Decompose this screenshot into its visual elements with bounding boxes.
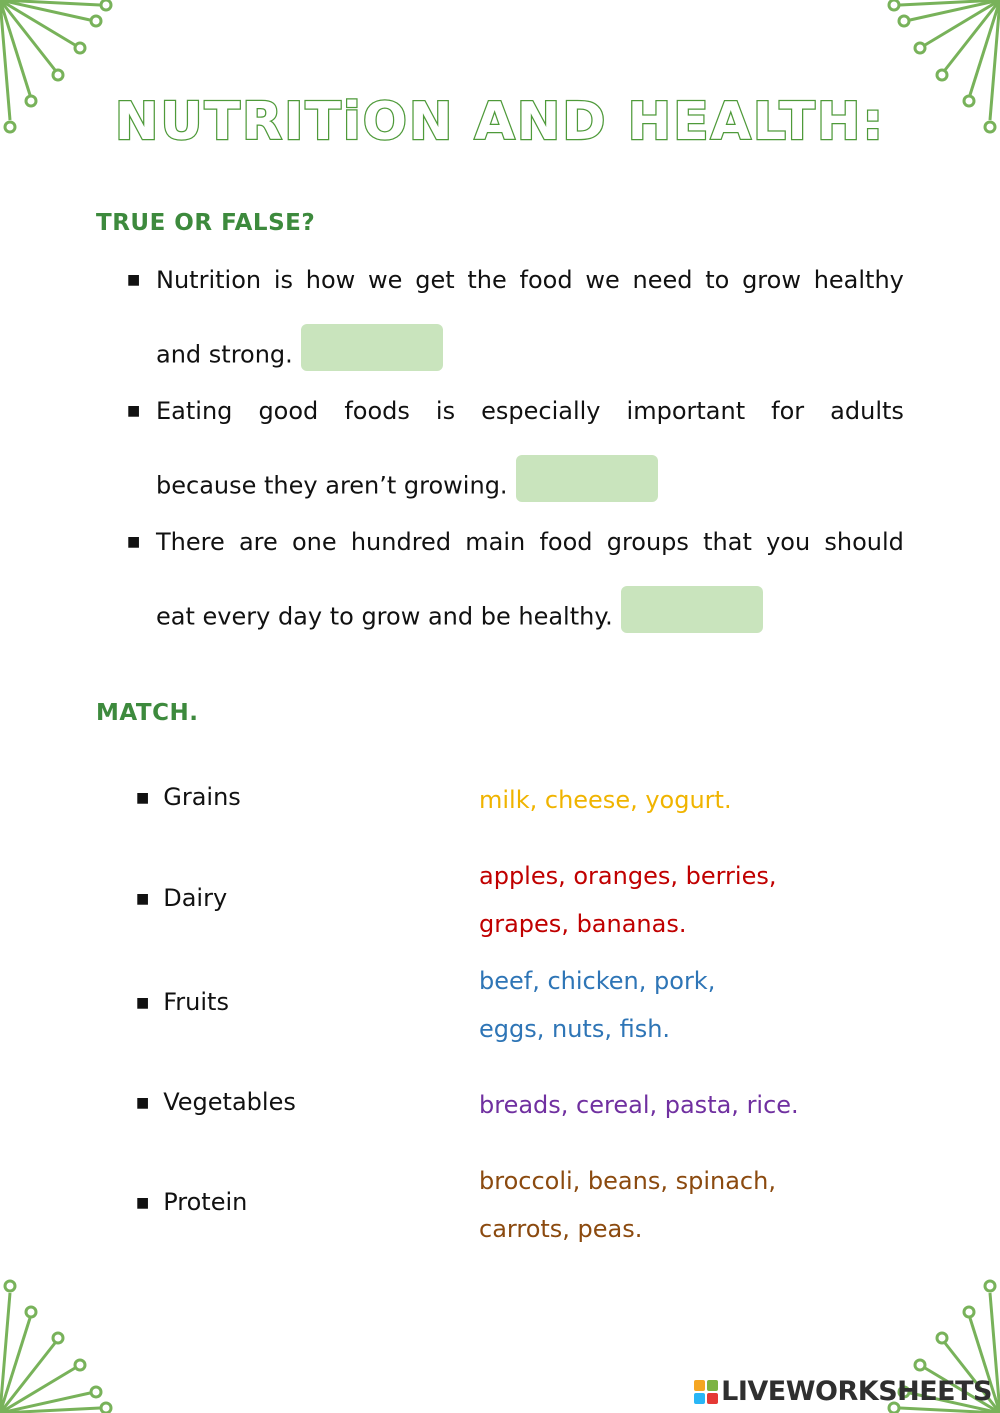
statement-word: adults	[830, 397, 904, 425]
match-left-item[interactable]	[136, 783, 241, 811]
statement-word: are	[238, 528, 278, 556]
statement-text: and strong.	[156, 340, 293, 369]
food-group-label: Dairy	[163, 884, 228, 912]
food-group-label: Fruits	[163, 988, 229, 1016]
food-examples-line: carrots, peas.	[479, 1215, 643, 1243]
food-examples-line: beef, chicken, pork,	[479, 967, 716, 995]
match-left-item[interactable]	[136, 1088, 296, 1116]
statement-word: healthy	[813, 266, 904, 294]
bullet-icon: ■	[127, 403, 141, 419]
statement-line	[156, 262, 904, 298]
flourish-icon	[0, 1273, 140, 1413]
bullet-icon: ■	[136, 1195, 150, 1211]
match-heading: MATCH.	[96, 700, 199, 726]
statement-word: is	[435, 397, 456, 425]
logo-tile	[694, 1380, 705, 1391]
answer-input-box[interactable]	[516, 455, 658, 502]
liveworksheets-brand	[694, 1376, 992, 1407]
bullet-icon: ■	[127, 534, 141, 550]
bullet-icon: ■	[136, 891, 150, 907]
answer-input-box[interactable]	[301, 324, 443, 371]
match-right-item[interactable]	[479, 1157, 776, 1253]
food-examples-line: breads, cereal, pasta, rice.	[479, 1091, 799, 1119]
match-left-item[interactable]	[136, 988, 229, 1016]
statement-word: Eating	[156, 397, 233, 425]
statement-word: good	[258, 397, 319, 425]
statement-word: important	[626, 397, 746, 425]
statement-text: eat every day to grow and be healthy.	[156, 602, 613, 631]
match-left-item[interactable]	[136, 884, 227, 912]
logo-tile	[707, 1393, 718, 1404]
bullet-icon: ■	[136, 1095, 150, 1111]
match-left-item[interactable]	[136, 1188, 247, 1216]
statement-word: need	[632, 266, 693, 294]
statement-word: There	[156, 528, 225, 556]
corner-flourish-bottom-left	[0, 1273, 140, 1413]
statement-word: we	[368, 266, 403, 294]
food-examples-line: eggs, nuts, fish.	[479, 1015, 671, 1043]
food-examples-line: grapes, bananas.	[479, 910, 687, 938]
statement-line-end	[156, 463, 658, 510]
statement-word: Nutrition	[156, 266, 262, 294]
food-examples-line: milk, cheese, yogurt.	[479, 786, 732, 814]
food-group-label: Vegetables	[163, 1088, 296, 1116]
statement-word: is	[273, 266, 294, 294]
statement-word: how	[305, 266, 356, 294]
statement-word: the	[467, 266, 507, 294]
statement-word: to	[705, 266, 730, 294]
bullet-icon: ■	[136, 790, 150, 806]
match-right-item[interactable]	[479, 776, 732, 824]
match-right-item[interactable]	[479, 852, 776, 948]
statement-line-end	[156, 332, 443, 379]
brand-text: LIVEWORKSHEETS	[721, 1376, 992, 1407]
food-group-label: Protein	[163, 1188, 248, 1216]
statement-word: grow	[742, 266, 801, 294]
match-right-item[interactable]	[479, 957, 715, 1053]
statement-line-end	[156, 594, 763, 641]
answer-input-box[interactable]	[621, 586, 763, 633]
statement-word: hundred	[350, 528, 452, 556]
statement-word: we	[585, 266, 620, 294]
statement-line	[156, 393, 904, 429]
statement-word: food	[519, 266, 573, 294]
bullet-icon: ■	[127, 272, 141, 288]
statement-word: one	[291, 528, 337, 556]
statement-word: that	[703, 528, 752, 556]
statement-word: get	[415, 266, 455, 294]
statement-word: food	[539, 528, 593, 556]
statement-text: because they aren’t growing.	[156, 471, 508, 500]
page-title: NUTRITiON AND HEALTH:	[114, 92, 886, 152]
logo-tile	[707, 1380, 718, 1391]
match-right-item[interactable]	[479, 1081, 799, 1129]
statement-word: should	[824, 528, 904, 556]
food-group-label: Grains	[163, 783, 241, 811]
food-examples-line: broccoli, beans, spinach,	[479, 1167, 776, 1195]
liveworksheets-logo-icon	[694, 1380, 718, 1404]
statement-line	[156, 524, 904, 560]
statement-word: you	[766, 528, 811, 556]
food-examples-line: apples, oranges, berries,	[479, 862, 777, 890]
statement-word: main	[465, 528, 526, 556]
bullet-icon: ■	[136, 995, 150, 1011]
statement-word: foods	[344, 397, 410, 425]
logo-tile	[694, 1393, 705, 1404]
statement-word: especially	[481, 397, 601, 425]
true-false-heading: TRUE OR FALSE?	[96, 210, 316, 236]
statement-word: groups	[606, 528, 689, 556]
statement-word: for	[771, 397, 805, 425]
